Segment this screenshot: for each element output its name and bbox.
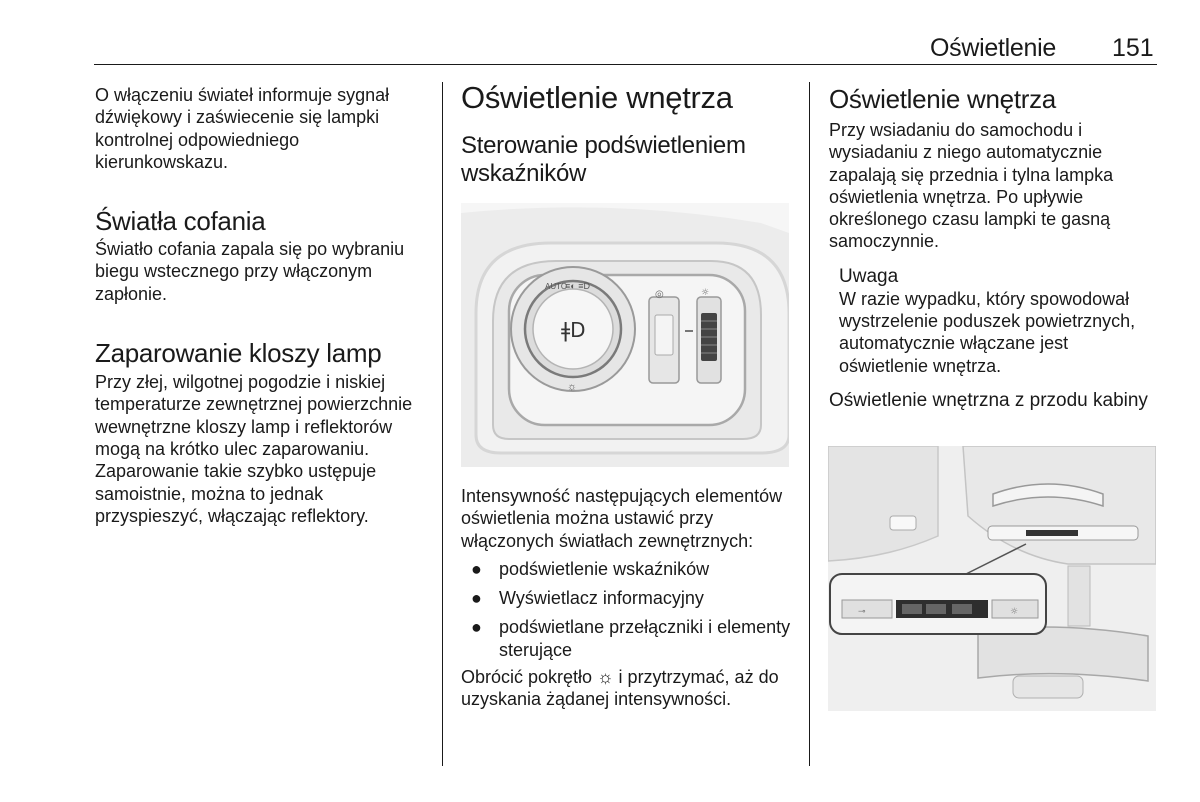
note-title: Uwaga xyxy=(839,265,899,287)
bullet-icon: ● xyxy=(471,558,482,579)
list-item: ● podświetlane przełączniki i elementy sterujące xyxy=(471,617,791,660)
note-text: W razie wypadku, który spowodował wystrzelenie poduszek powietrznych, automatycznie włączane jest oświetlenie wnętrza. xyxy=(839,288,1136,376)
front-interior-lamp-figure xyxy=(828,446,1156,711)
turn-signal-paragraph: O włączeniu świateł informuje sygnał dźwiękowy i zaświecenie się lampki kontrolnej odpowiedniego kierunkowskazu. xyxy=(95,85,390,172)
svg-text:☼: ☼ xyxy=(567,381,578,393)
interior-lamp-icon xyxy=(830,574,1046,634)
header-title: Oświetlenie xyxy=(930,34,1056,62)
bullet-icon: ● xyxy=(471,617,482,638)
column-right xyxy=(829,84,1159,412)
page-number: 151 xyxy=(1112,34,1154,62)
auto-label: AUTO xyxy=(545,282,568,291)
reversing-lights-paragraph: Światło cofania zapala się po wybraniu biegu wstecznego przy włączonym zapłonie. xyxy=(95,239,405,304)
column-divider-2 xyxy=(809,82,810,766)
dimming-intro-paragraph: Intensywność następujących elementów oświetlenia można ustawić przy włączonych światłach zewnętrznych: xyxy=(461,486,783,551)
list-item: ● podświetlenie wskaźników xyxy=(471,558,710,579)
list-item: ● Wyświetlacz informacyjny xyxy=(471,588,704,609)
light-switch-figure xyxy=(461,203,789,467)
fog-light-icon xyxy=(561,318,586,342)
instrument-dimming-heading: Sterowanie podświetleniem wskaźników xyxy=(461,132,746,187)
reversing-lights-heading: Światła cofania xyxy=(95,206,266,237)
column-middle-lower xyxy=(461,485,796,711)
lamp-fogging-heading: Zaparowanie kloszy lamp xyxy=(95,338,382,369)
lamp-fogging-paragraph: Przy złej, wilgotnej pogodzie i niskiej temperaturze zewnętrznej powierzchnie wewnętrzne kloszy lamp i reflektorów mogą na krótko ulec zaparowaniu. Zaparowanie takie szybko ustępuje samoistnie, można to jednak przyspieszyć, włączając reflektory. xyxy=(95,372,413,526)
bullet-icon: ● xyxy=(471,588,482,609)
interior-lighting-heading-2: Oświetlenie wnętrza xyxy=(829,84,1056,114)
svg-text:≡◐ ≡D: ≡◐ ≡D xyxy=(565,281,590,291)
svg-text:☼: ☼ xyxy=(1010,607,1019,617)
svg-text:ǂD: ǂD xyxy=(561,318,586,342)
interior-lamp-illustration xyxy=(828,446,1156,711)
svg-text:⊸: ⊸ xyxy=(858,607,866,617)
courtesy-lights-paragraph: Przy wsiadaniu do samochodu i wysiadaniu z niego automatycznie zapalają się przednia i tylna lampka oświetlenia wnętrza. Po upływie określonego czasu lampki te gasną samoczynnie. xyxy=(829,120,1114,252)
svg-text:☼: ☼ xyxy=(701,288,710,298)
header-rule xyxy=(94,64,1157,65)
dimmable-elements-list xyxy=(461,558,796,661)
column-divider-1 xyxy=(442,82,443,766)
dimmer-wheel-icon xyxy=(697,288,721,383)
interior-lighting-heading: Oświetlenie wnętrza xyxy=(461,80,733,115)
front-cabin-heading: Oświetlenie wnętrzna z przodu kabiny xyxy=(829,389,1148,411)
light-switch-illustration xyxy=(461,203,789,467)
svg-text:◎: ◎ xyxy=(655,289,664,300)
dimming-instruction-paragraph: Obrócić pokrętło ☼ i przytrzymać, aż do uzyskania żądanej intensywności. xyxy=(461,667,779,710)
column-left xyxy=(95,84,430,527)
column-middle xyxy=(461,80,796,188)
note-box xyxy=(829,265,1159,377)
